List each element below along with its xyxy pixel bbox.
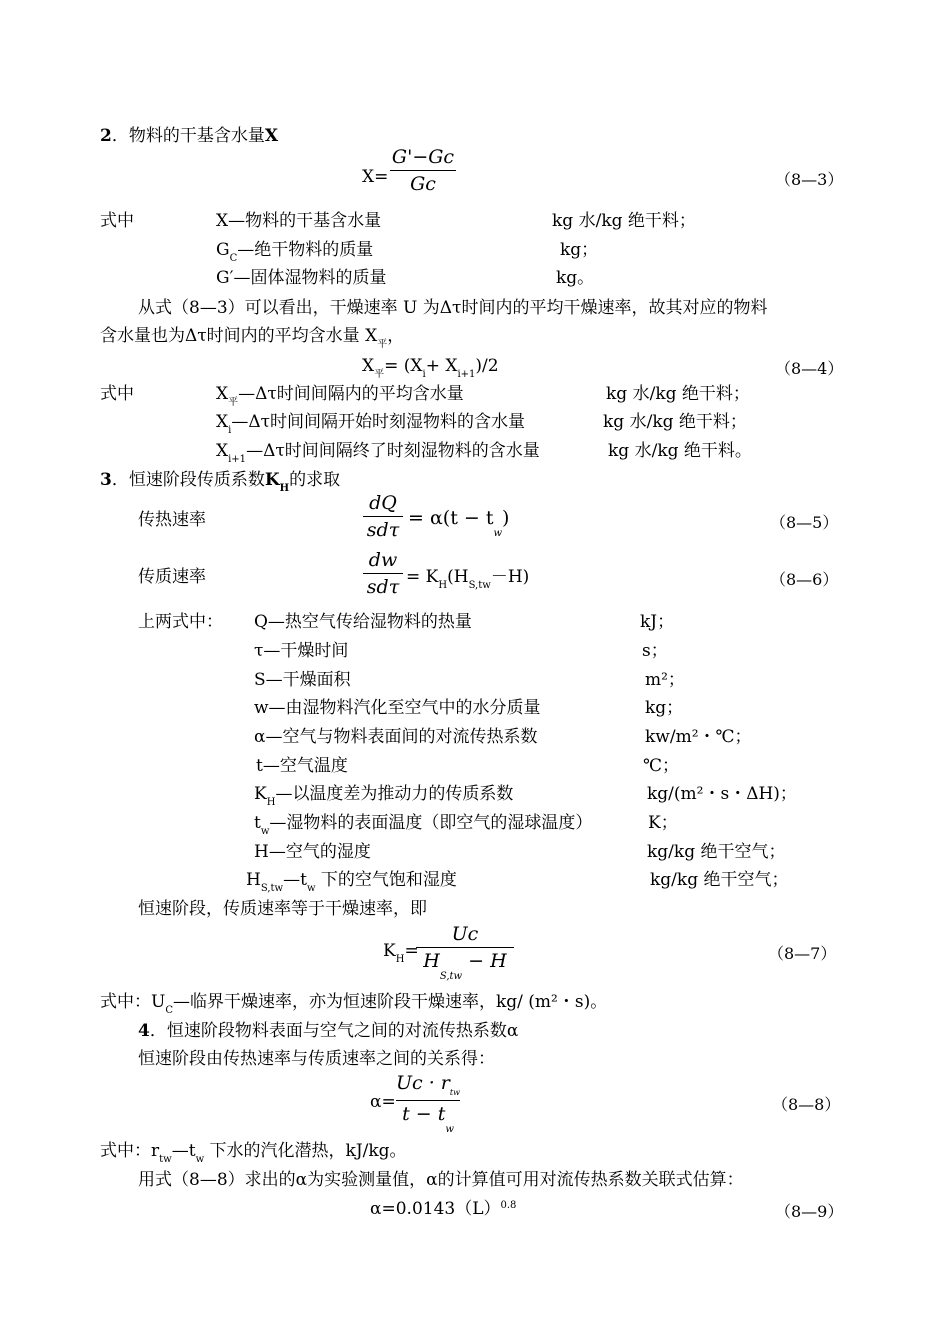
eq-8-9: $\alpha=0.0143(L)^{0.8}$ — [370, 1199, 517, 1219]
def-gc-unit: kg； — [560, 240, 599, 260]
def-x-avg: $X_平—\Delta\tau$时间间隔内的平均含水量 — [216, 384, 464, 408]
def-tau: τ—干燥时间 — [254, 641, 349, 661]
def-s-unit: m²； — [645, 670, 685, 690]
paragraph-drying-rate-1: 从式（8—3）可以看出，干燥速率 U 为Δτ时间内的平均干燥速率，故其对应的物料 — [138, 298, 768, 318]
note-uc: 式中：$U_C—$临界干燥速率，亦为恒速阶段干燥速率，kg/ (m²・s)。 — [100, 992, 608, 1016]
eq-8-3-number: （8—3） — [775, 170, 844, 189]
paragraph-alpha-estimate: 用式（8—8）求出的α为实验测量值，α的计算值可用对流传热系数关联式估算： — [138, 1170, 744, 1190]
mass-rate-rhs: = $K_H(H_{S,tw}-H)$ — [406, 567, 530, 591]
where-label-2: 式中 — [100, 384, 134, 404]
mass-rate-label: 传质速率 — [138, 567, 206, 587]
def-x-unit: kg 水/kg 绝干料； — [552, 211, 696, 231]
eq-8-7-fraction: Uc $H_{S,tw} - H$ — [416, 921, 514, 978]
eq-8-7-number: （8—7） — [768, 944, 837, 963]
section-4-heading: 4．恒速阶段物料表面与空气之间的对流传热系数α — [138, 1021, 519, 1041]
heat-rate-rhs: = $\alpha(t - t_w)$ — [408, 507, 510, 539]
eq-8-5-number: （8—5） — [770, 513, 839, 532]
def-kh-unit: kg/(m²・s・ΔH)； — [647, 784, 797, 804]
def-g-prime-unit: kg。 — [556, 268, 595, 288]
def-q-unit: kJ； — [640, 612, 675, 632]
def-alpha: α—空气与物料表面间的对流传热系数 — [254, 727, 538, 747]
eq-8-9-number: （8—9） — [775, 1202, 844, 1221]
def-q: Q—热空气传给湿物料的热量 — [254, 612, 472, 632]
def-h-unit: kg/kg 绝干空气； — [647, 842, 786, 862]
heat-rate-fraction: dQ sdτ — [363, 490, 403, 543]
def-tw: $t_w—$湿物料的表面温度（即空气的湿球温度） — [254, 813, 593, 837]
def-w-unit: kg； — [645, 698, 684, 718]
eq-8-6-number: （8—6） — [770, 570, 839, 589]
def-t: t—空气温度 — [256, 756, 348, 776]
where-label-3: 上两式中： — [138, 612, 223, 632]
eq-8-4: $X_平= (X_i+ X_{i+1})/2$ — [362, 356, 499, 380]
section-2-heading: 2．物料的干基含水量X — [100, 126, 279, 146]
def-hstw: $H_{S,tw}—t_w$ 下的空气饱和湿度 — [246, 870, 457, 894]
def-xi1: $X_{i+1}—\Delta\tau$时间间隔终了时刻湿物料的含水量 — [216, 441, 540, 465]
mass-rate-fraction: dw sdτ — [363, 547, 403, 600]
section-3-heading: 3．恒速阶段传质系数$K_H$的求取 — [100, 470, 341, 494]
def-t-unit: ℃； — [643, 756, 680, 776]
eq-8-7-lhs: $K_H=$ — [383, 941, 419, 965]
def-tw-unit: K； — [648, 813, 678, 833]
def-xi: $X_i—\Delta\tau$时间间隔开始时刻湿物料的含水量 — [216, 412, 525, 436]
def-x-avg-unit: kg 水/kg 绝干料； — [606, 384, 750, 404]
def-w: w—由湿物料汽化至空气中的水分质量 — [254, 698, 541, 718]
def-xi-unit: kg 水/kg 绝干料； — [603, 412, 747, 432]
def-g-prime: G′—固体湿物料的质量 — [216, 268, 387, 288]
def-kh: $K_H—$以温度差为推动力的传质系数 — [254, 784, 514, 808]
def-h: H—空气的湿度 — [254, 842, 371, 862]
heat-rate-label: 传热速率 — [138, 510, 206, 530]
paragraph-relation: 恒速阶段由传热速率与传质速率之间的关系得： — [138, 1049, 495, 1069]
eq-8-8-fraction: $Uc \cdot r_{tw}$ $t - t_w$ — [396, 1072, 460, 1135]
eq-8-8-number: （8—8） — [772, 1095, 841, 1114]
def-gc: $G_C—$绝干物料的质量 — [216, 240, 374, 264]
eq-8-3-fraction: G'−Gc Gc — [391, 146, 455, 195]
eq-8-4-number: （8—4） — [775, 359, 844, 378]
eq-8-8-lhs: α= — [370, 1092, 396, 1112]
def-hstw-unit: kg/kg 绝干空气； — [650, 870, 789, 890]
paragraph-drying-rate-2: 含水量也为Δτ时间内的平均含水量 $X_平$， — [100, 326, 405, 350]
where-label-1: 式中 — [100, 211, 134, 231]
def-alpha-unit: kw/m²・℃； — [645, 727, 752, 747]
def-x: X—物料的干基含水量 — [216, 211, 382, 231]
def-xi1-unit: kg 水/kg 绝干料。 — [608, 441, 752, 461]
def-tau-unit: s； — [642, 641, 668, 661]
eq-8-3-lhs: X= — [362, 167, 389, 187]
paragraph-constant-rate: 恒速阶段，传质速率等于干燥速率，即 — [138, 899, 427, 919]
def-s: S—干燥面积 — [254, 670, 351, 690]
note-rtw: 式中：$r_{tw}—t_w$ 下水的汽化潜热，kJ/kg。 — [100, 1141, 407, 1165]
